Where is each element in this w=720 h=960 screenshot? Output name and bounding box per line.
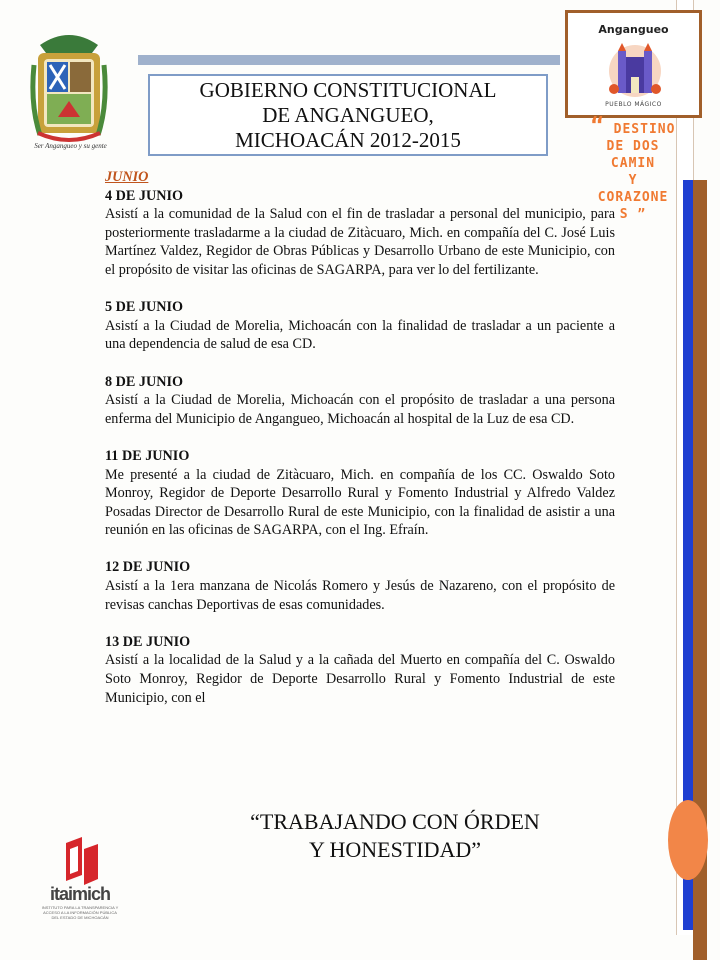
itaimich-logo-icon xyxy=(52,835,112,890)
entry-jun-5 xyxy=(105,298,615,354)
footer-slogan-line-2: Y HONESTIDAD” xyxy=(308,837,482,862)
entry-date: 13 DE JUNIO xyxy=(105,633,191,650)
entry-text: Asistí a la comunidad de la Salud con el fin de trasladar a personal del municipio, para posteriormente trasladarme a la ciudad de Zitàcuaro, Mich. en compañía del C. José Luis Martínez Valdez, Regidor de Obras Públicas y Desarrollo Urbano de este Municipio, con el propósito de visitar las oficinas de SAGARPA, para ver lo del fertilizante. xyxy=(105,206,615,278)
entry-text: Asistí a la Ciudad de Morelia, Michoacán con el propósito de trasladar a una persona enferma del Municipio de Angangueo, Michoacán al hospital de la Luz de esa CD. xyxy=(105,392,615,427)
footer-slogan-line-1: “TRABAJANDO CON ÓRDEN xyxy=(250,809,540,834)
slogan-open-quote: “ xyxy=(590,114,605,139)
month-heading: JUNIO xyxy=(105,169,149,185)
pueblo-magico-logo xyxy=(565,10,702,118)
logo-name: Angangueo xyxy=(598,23,669,36)
slogan-close-quote: ” xyxy=(637,207,647,222)
slogan-line-4: Y xyxy=(628,173,638,188)
slogan-line-3: CAMIN xyxy=(610,156,656,171)
church-icon xyxy=(606,37,664,99)
entry-date: 5 DE JUNIO xyxy=(105,299,184,316)
entry-text: Asistí a la 1era manzana de Nicolás Romero y Jesús de Nazareno, con el propósito de revisas canchas Deportivas de esas comunidades. xyxy=(105,578,615,613)
title-line-2: DE ANGANGUEO, xyxy=(262,102,434,127)
entry-jun-4 xyxy=(105,187,615,280)
title-line-1: GOBIERNO CONSTITUCIONAL xyxy=(199,77,497,102)
slogan-line-6: S xyxy=(619,207,629,222)
document-title-box xyxy=(148,74,548,156)
coat-caption: Ser Angangueo y su gente xyxy=(34,142,107,150)
entry-date: 11 DE JUNIO xyxy=(105,447,190,464)
entry-jun-13 xyxy=(105,633,615,707)
report-body xyxy=(105,168,615,726)
entry-text: Asistí a la Ciudad de Morelia, Michoacán con la finalidad de trasladar a un paciente a una dependencia de salud de esa CD. xyxy=(105,317,615,353)
itaimich-name: itaimich xyxy=(49,884,111,904)
header-accent-bar xyxy=(138,55,560,65)
entry-jun-11 xyxy=(105,447,615,540)
frame-orange-oval xyxy=(668,800,708,880)
slogan-line-1: DESTINO xyxy=(613,122,676,137)
entry-text: Asistí a la localidad de la Salud y a la cañada del Muerto en compañía del C. Oswaldo Soto Monroy, Regidor de Deporte Desarrollo Rural y Fomento Industrial de este Municipio, con el xyxy=(105,652,615,706)
entry-date: 8 DE JUNIO xyxy=(105,373,184,390)
coat-of-arms-icon xyxy=(30,25,108,155)
logo-tagline: PUEBLO MÁGICO xyxy=(605,101,662,108)
entry-jun-12 xyxy=(105,558,615,614)
footer-slogan xyxy=(200,808,590,864)
entry-date: 4 DE JUNIO xyxy=(105,187,184,204)
itaimich-subtitle: INSTITUTO PARA LA TRANSPARENCIA Y ACCESO A LA INFORMACIÓN PÚBLICA DEL ESTADO DE MICHOACÁN xyxy=(41,905,119,920)
entry-date: 12 DE JUNIO xyxy=(105,559,191,576)
slogan-line-2: DE DOS xyxy=(606,139,660,154)
slogan-line-5: CORAZONE xyxy=(597,190,669,205)
entry-text: Me presenté a la ciudad de Zitàcuaro, Mich. en compañía de los CC. Oswaldo Soto Monroy, Regidor de Deporte Desarrollo Rural y Fomento Industrial y Alfredo Valdez Posadas Director de Desarrollo Rural de este Municipio, con la finalidad de asistir a una reunión en las oficinas de SAGARPA, con el Ing. Efraín. xyxy=(105,466,615,539)
title-line-3: MICHOACÁN 2012-2015 xyxy=(235,127,461,152)
entry-jun-8 xyxy=(105,373,615,429)
